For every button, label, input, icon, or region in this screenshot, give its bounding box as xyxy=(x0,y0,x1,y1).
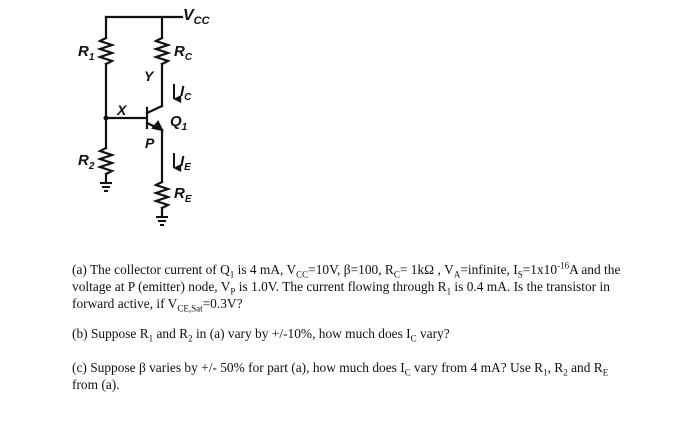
r1-label: $R_1$ xyxy=(78,43,95,63)
node-p-label: P xyxy=(145,135,155,151)
r2-resistor xyxy=(100,148,112,174)
re-label: $R_E$ xyxy=(174,185,192,205)
question-c: (c) Suppose β varies by +/- 50% for part (a), how much does $I_C$ vary from 4 mA? Use $R_1$, $R_2$ and $R_E$ from (a). xyxy=(72,360,609,392)
question-b: (b) Suppose $R_1$ and $R_2$ in (a) vary by +/-10%, how much does $I_C$ vary? xyxy=(72,326,450,344)
q1-label: $Q_1$ xyxy=(170,113,188,133)
r1-resistor xyxy=(100,38,112,64)
node-y-label: Y xyxy=(144,68,154,84)
r2-label: $R_2$ xyxy=(78,152,95,172)
re-resistor xyxy=(156,182,168,208)
ground-r2 xyxy=(100,183,112,191)
rc-label: $R_C$ xyxy=(174,43,193,63)
rc-resistor xyxy=(156,38,168,64)
vcc-label: $V_{CC}$ xyxy=(183,7,210,27)
node-x-label: X xyxy=(117,102,127,118)
node-x-dot xyxy=(104,116,109,121)
q1-collector-lead xyxy=(147,106,162,113)
ic-label: $I_C$ xyxy=(180,83,192,103)
question-a: (a) The collector current of $Q_1$ is 4 mA, $V_{CC}=10V$, β=100, $R_C= 1k\Omega$ , $V_A=infinite$, $I_S=1x10^{-16}A$ and the voltage at P (emitter) node, $V_P$ is 1.0V. The current flowing through $R_1$ is 0.4 mA. Is the transistor in forward active, if $V_{CE,Sat}=0.3V$? xyxy=(72,260,621,314)
ie-label: $I_E$ xyxy=(180,153,191,173)
q1-emitter-arrow xyxy=(153,122,162,130)
ground-re xyxy=(156,217,168,225)
